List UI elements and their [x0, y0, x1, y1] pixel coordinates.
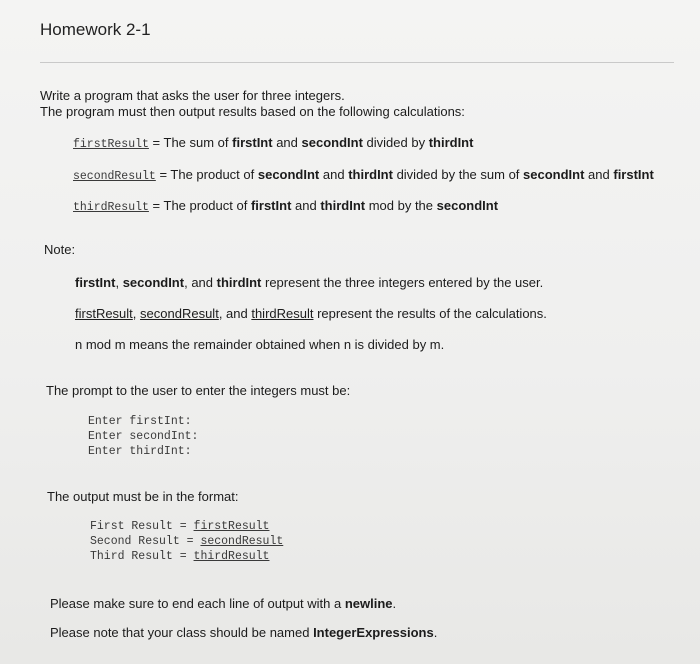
prompt-line-3: Enter thirdInt: — [88, 445, 192, 458]
calc-third-result: thirdResult = The product of firstInt and thirdInt mod by the secondInt — [73, 198, 499, 214]
second-result-var: secondResult — [73, 170, 156, 183]
intro-line-2: The program must then output results based on the following calculations: — [40, 104, 465, 119]
prompt-line-1: Enter firstInt: — [88, 415, 192, 428]
output-line-3: Third Result = thirdResult — [90, 550, 270, 563]
intro-line-1: Write a program that asks the user for three integers. — [40, 88, 345, 103]
footer-line-2: Please note that your class should be named IntegerExpressions. — [50, 625, 438, 640]
calc-first-result: firstResult = The sum of firstInt and secondInt divided by thirdInt — [73, 135, 474, 151]
third-result-var: thirdResult — [73, 201, 149, 214]
divider — [40, 62, 674, 63]
output-heading: The output must be in the format: — [47, 489, 239, 504]
output-line-1: First Result = firstResult — [90, 520, 270, 533]
first-result-var: firstResult — [73, 138, 149, 151]
page-title: Homework 2-1 — [40, 20, 151, 39]
footer-line-1: Please make sure to end each line of output with a newline. — [50, 596, 397, 611]
prompt-heading: The prompt to the user to enter the integers must be: — [46, 383, 351, 398]
note-line-1: firstInt, secondInt, and thirdInt represent the three integers entered by the user. — [75, 275, 544, 290]
output-line-2: Second Result = secondResult — [90, 535, 284, 548]
prompt-line-2: Enter secondInt: — [88, 430, 199, 443]
note-line-3: n mod m means the remainder obtained when n is divided by m. — [75, 337, 445, 352]
note-label: Note: — [44, 242, 76, 257]
calc-second-result: secondResult = The product of secondInt and thirdInt divided by the sum of secondInt and firstInt — [73, 167, 654, 183]
note-line-2: firstResult, secondResult, and thirdResult represent the results of the calculations. — [75, 306, 547, 321]
